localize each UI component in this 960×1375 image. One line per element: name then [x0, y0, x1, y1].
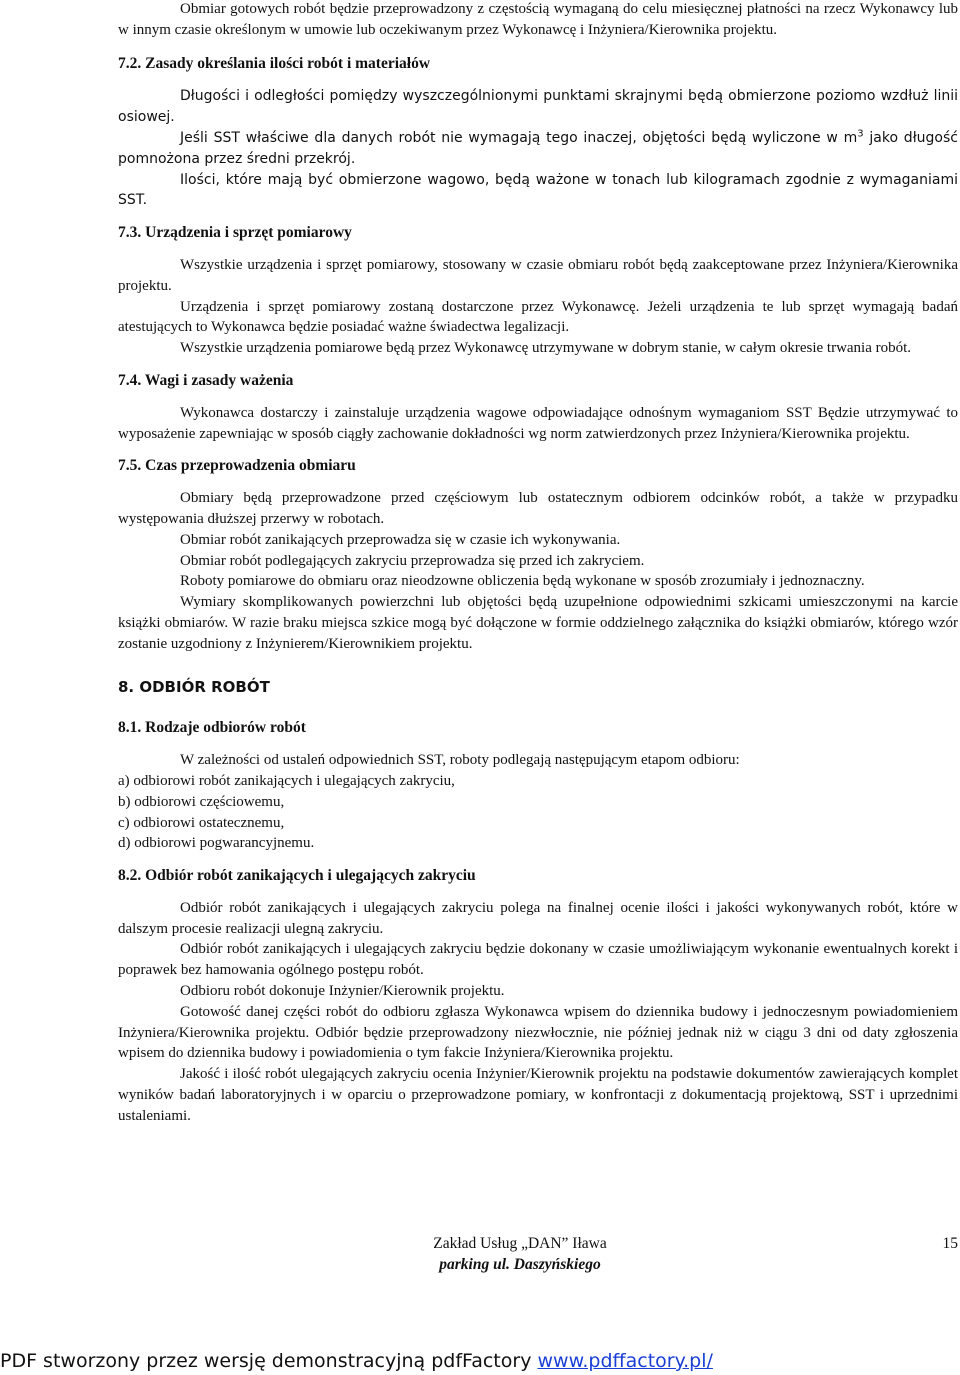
paragraph: Roboty pomiarowe do obmiaru oraz nieodzowne obliczenia będą wykonane w sposób zrozumiały i jednoznaczny.	[180, 573, 865, 590]
superscript: 3	[857, 128, 864, 140]
paragraph: Wykonawca dostarczy i zainstaluje urządzenia wagowe odpowiadające odnośnym wymaganiom SST Będzie utrzymywać to wyposażenie zapewniając w sposób ciągły zachowanie dokładności wg norm zatwierdzonych przez Inżyniera/Kierownika projektu.	[118, 404, 958, 442]
paragraph: Wszystkie urządzenia i sprzęt pomiarowy, stosowany w czasie obmiaru robót będą zaakceptowane przez Inżyniera/Kierownika projektu.	[118, 256, 958, 294]
paragraph	[118, 128, 958, 170]
paragraph: Jakość i ilość robót ulegających zakryciu ocenia Inżynier/Kierownik projektu na podstawie dokumentów zawierających komplet wyników badań laboratoryjnych i w oparciu o przeprowadzone pomiary, w konfrontacji z dokumentacją projektową, SST i uprzednimi ustaleniami.	[118, 1066, 958, 1124]
pdf-watermark-text: PDF stworzony przez wersję demonstracyjną pdfFactory	[0, 1350, 538, 1372]
document-page	[118, 0, 958, 1127]
section-heading-7-4: 7.4. Wagi i zasady ważenia	[118, 371, 294, 389]
paragraph: Urządzenia i sprzęt pomiarowy zostaną dostarczone przez Wykonawcę. Jeżeli urządzenia te lub sprzęt wymagają badań atestujących to Wykonawca będzie posiadać ważne świadectwa legalizacji.	[118, 298, 958, 336]
section-heading-8-1: 8.1. Rodzaje odbiorów robót	[118, 719, 306, 737]
paragraph: Odbiór robót zanikających i ulegających zakryciu będzie dokonany w czasie umożliwiającym wykonanie ewentualnych korekt i poprawek bez hamowania ogólnego postępu robót.	[118, 941, 958, 979]
pdffactory-link[interactable]: www.pdffactory.pl/	[537, 1350, 713, 1372]
section-heading-7-5: 7.5. Czas przeprowadzenia obmiaru	[118, 457, 356, 475]
list-item: d) odbiorowi pogwarancyjnemu.	[118, 835, 315, 852]
paragraph-text: Jeśli SST właściwe dla danych robót nie wymagają tego inaczej, objętości będą wyliczone w m	[180, 129, 858, 146]
chapter-heading-8: 8. ODBIÓR ROBÓT	[118, 677, 270, 696]
list-item: b) odbiorowi częściowemu,	[118, 793, 285, 810]
paragraph: Gotowość danej części robót do odbioru zgłasza Wykonawca wpisem do dziennika budowy i jednoczesnym powiadomieniem Inżyniera/Kierownika projektu. Odbiór będzie przeprowadzony niezwłocznie, nie później jednak niż w ciągu 3 dni od daty zgłoszenia wpisem do dziennika budowy i powiadomienia o tym fakcie Inżyniera/Kierownika projektu.	[118, 1003, 958, 1062]
section-heading-7-3: 7.3. Urządzenia i sprzęt pomiarowy	[118, 224, 352, 242]
footer-location: parking ul. Daszyńskiego	[439, 1256, 601, 1273]
paragraph: W zależności od ustaleń odpowiednich SST, roboty podlegają następującym etapom odbioru:	[180, 752, 740, 769]
paragraph: Odbioru robót dokonuje Inżynier/Kierownik projektu.	[180, 983, 505, 1000]
list-item: a) odbiorowi robót zanikających i ulegających zakryciu,	[118, 772, 455, 789]
pdf-watermark-bar	[0, 1350, 960, 1375]
paragraph: Obmiary będą przeprowadzone przed częściowym lub ostatecznym odbiorem odcinków robót, a także w przypadku występowania dłuższej przerwy w robotach.	[118, 490, 958, 527]
section-heading-8-2: 8.2. Odbiór robót zanikających i ulegających zakryciu	[118, 867, 476, 885]
paragraph-text: jako długość pomnożona przez średni przekrój.	[118, 129, 958, 167]
paragraph: Wymiary skomplikowanych powierzchni lub objętości będą uzupełnione odpowiednimi szkicami umieszczonymi na karcie książki obmiarów. W razie braku miejsca szkice mogą być dołączone w formie oddzielnego załącznika do książki obmiarów, którego wzór zostanie uzgodniony z Inżynierem/Kierownikiem projektu.	[118, 594, 958, 652]
paragraph: Obmiar gotowych robót będzie przeprowadzony z częstością wymaganą do celu miesięcznej płatności na rzecz Wykonawcy lub w innym czasie określonym w umowie lub oczekiwanym przez Wykonawcę i Inżyniera/Kierownika projektu.	[118, 1, 958, 38]
paragraph: Obmiar robót podlegających zakryciu przeprowadza się przed ich zakryciem.	[180, 552, 645, 569]
paragraph: Obmiar robót zanikających przeprowadza się w czasie ich wykonywania.	[180, 531, 621, 548]
page-number: 15	[942, 1235, 958, 1252]
paragraph: Wszystkie urządzenia pomiarowe będą przez Wykonawcę utrzymywane w dobrym stanie, w całym okresie trwania robót.	[180, 340, 912, 357]
list-item: c) odbiorowi ostatecznemu,	[118, 814, 285, 831]
paragraph: Ilości, które mają być obmierzone wagowo, będą ważone w tonach lub kilogramach zgodnie z wymaganiami SST.	[118, 171, 958, 209]
paragraph: Odbiór robót zanikających i ulegających zakryciu polega na finalnej ocenie ilości i jakości wykonywanych robót, które w dalszym procesie realizacji ulegną zakryciu.	[118, 899, 958, 937]
section-heading-7-2: 7.2. Zasady określania ilości robót i materiałów	[118, 54, 431, 72]
paragraph: Długości i odległości pomiędzy wyszczególnionymi punktami skrajnymi będą obmierzone poziomo wzdłuż linii osiowej.	[118, 88, 958, 126]
footer-company: Zakład Usług „DAN” Iława	[433, 1235, 607, 1252]
